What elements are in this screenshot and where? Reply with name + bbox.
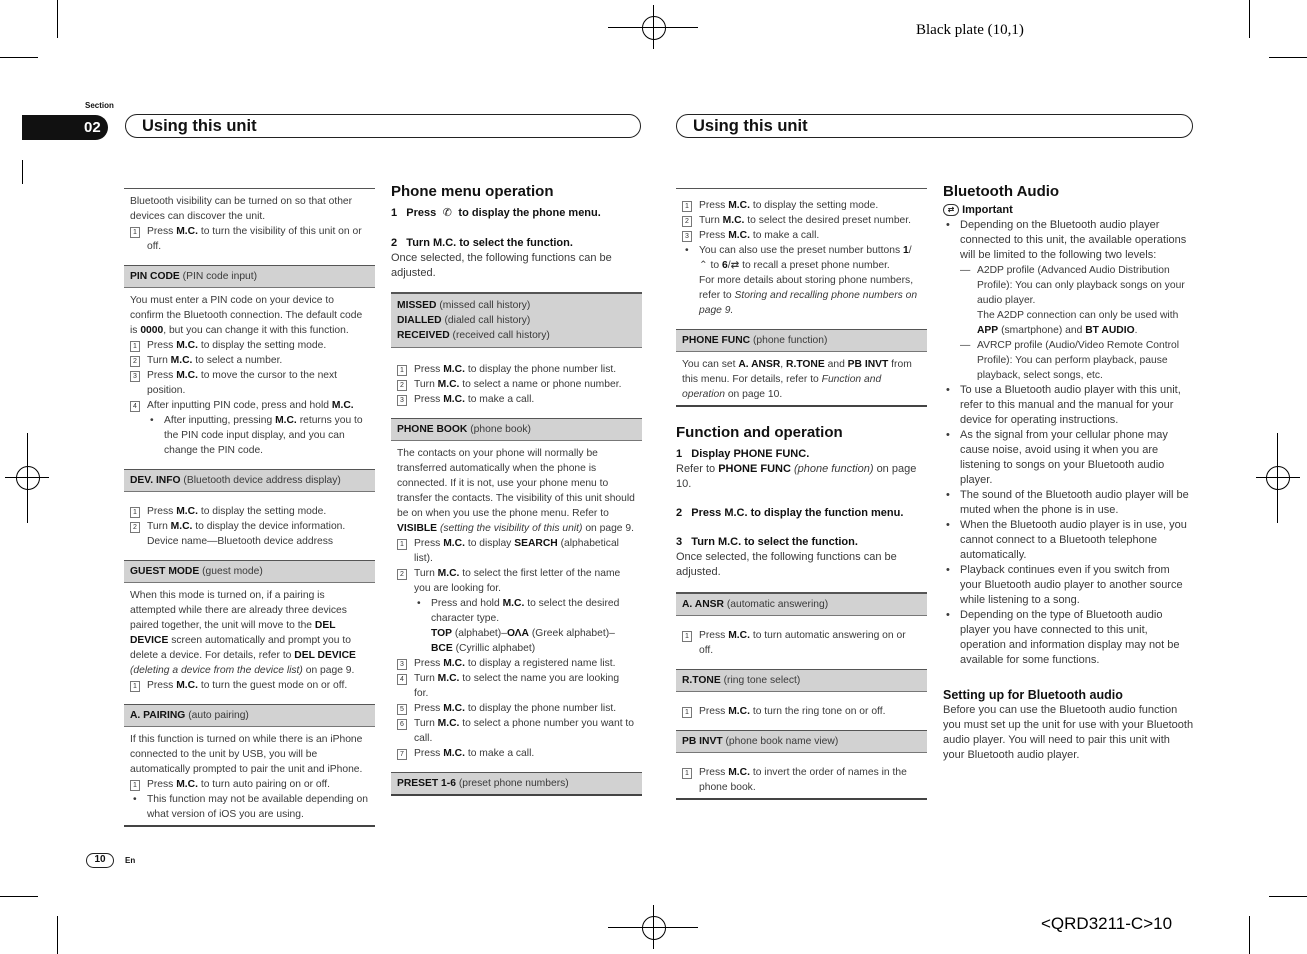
list-item: 2 Turn M.C. to select the first letter of the name you are looking for.: [397, 566, 636, 596]
list-item: 1 Press M.C. to display SEARCH (alphabetical list).: [397, 536, 636, 566]
list-item: • After inputting, pressing M.C. returns you to the PIN code input display, and you can change the PIN code.: [130, 413, 369, 458]
crop-mark: [1249, 0, 1250, 38]
list-item: 4 After inputting PIN code, press and hold M.C.: [130, 398, 369, 413]
list-item: 1 Press M.C. to turn automatic answering on or off.: [682, 628, 921, 658]
column-2: [391, 184, 642, 796]
paragraph: You must enter a PIN code on your device to confirm the Bluetooth connection. The default code is 0000, but you can change it with this function.: [130, 295, 363, 336]
preset-cell: [676, 189, 927, 321]
plate-label: Black plate (10,1): [916, 22, 1024, 38]
list-item: 2 Turn M.C. to display the device information. Device name—Bluetooth device address: [130, 519, 369, 549]
margin-line: [22, 160, 23, 184]
list-item: 1 Press M.C. to turn the visibility of this unit on or off.: [130, 224, 369, 254]
section-badge: [22, 115, 108, 140]
setting-header: GUEST MODE (guest mode): [124, 560, 375, 583]
list-item: 3 Press M.C. to display a registered name list.: [397, 656, 636, 671]
important-label: ⇄ Important: [943, 203, 1194, 218]
setting-header: DEV. INFO (Bluetooth device address display): [124, 469, 375, 492]
list-item: 4 Turn M.C. to select the name you are looking for.: [397, 671, 636, 701]
list-item: 7 Press M.C. to make a call.: [397, 746, 636, 761]
paragraph: When this mode is turned on, if a pairing is attempted while there are already three devices paired together, the unit will move to the DEL DEVICE screen automatically and prompt you to delete a device. For details, refer to DEL DEVICE (deleting a device from the device list) on page 9.: [130, 590, 356, 676]
setting-header: PIN CODE (PIN code input): [124, 265, 375, 288]
section-number: 02: [84, 119, 101, 136]
list-item: • Depending on the type of Bluetooth audio player you have connected to this unit, operation and information display may not be available for some functions.: [943, 608, 1194, 668]
paragraph: The A2DP connection can only be used with APP (smartphone) and BT AUDIO.: [977, 310, 1179, 336]
step-heading: 1 Display PHONE FUNC.: [676, 448, 810, 460]
section-heading: Function and operation: [676, 424, 843, 441]
column-4: [943, 184, 1194, 763]
list-item: 1 Press M.C. to display the setting mode.: [682, 198, 921, 213]
settings-table: [676, 592, 927, 800]
phone-book-cell: [391, 441, 642, 764]
setting-header: A. PAIRING (auto pairing): [124, 704, 375, 727]
crop-mark: [0, 896, 38, 897]
paragraph: The contacts on your phone will normally be transferred automatically when the phone is connected. If it is not, use your phone menu to transfer the contacts. The visibility of this unit should be on when you use the phone menu. Refer to VISIBLE (setting the visibility of this unit) on page 9.: [397, 448, 635, 534]
list-item: • Press and hold M.C. to select the desired character type. TOP (alphabet)–ΟΛΑ (Greek alphabet)–BCE (Cyrillic alphabet): [397, 596, 636, 656]
page-number-badge: 10: [86, 853, 114, 868]
settings-table: [676, 188, 927, 407]
step-heading: 2 Turn M.C. to select the function.: [391, 237, 573, 249]
list-item: • Depending on the Bluetooth audio player connected to this unit, the available operations will be limited to the following two levels:: [943, 218, 1194, 263]
phone-icon: ✆: [442, 207, 452, 219]
section-heading: Bluetooth Audio: [943, 183, 1060, 200]
list-item: 1 Press M.C. to display the setting mode.: [130, 504, 369, 519]
list-item: 3 Press M.C. to move the cursor to the next position.: [130, 368, 369, 398]
page-title: Using this unit: [693, 117, 808, 135]
setting-header: PHONE BOOK (phone book): [391, 418, 642, 441]
up-arrow-icon: ⌃: [699, 260, 708, 271]
setting-header: PRESET 1-6 (preset phone numbers): [391, 772, 642, 794]
settings-table: [391, 292, 642, 796]
list-item: • The sound of the Bluetooth audio player will be muted when the phone is in use.: [943, 488, 1194, 518]
language-label: En: [125, 856, 136, 865]
crop-mark: [57, 0, 58, 38]
list-item: 2 Turn M.C. to select a name or phone number.: [397, 377, 636, 392]
crop-mark: [57, 916, 58, 954]
subsection-heading: Setting up for Bluetooth audio: [943, 688, 1123, 702]
column-3: [676, 188, 927, 800]
step-heading: 3 Turn M.C. to select the function.: [676, 536, 858, 548]
setting-header: A. ANSR (automatic answering): [676, 593, 927, 616]
dev-info-cell: [124, 492, 375, 552]
guest-mode-cell: [124, 583, 375, 696]
list-item: 1 Press M.C. to invert the order of names in the phone book.: [682, 765, 921, 795]
list-item: • Playback continues even if you switch from your Bluetooth audio player to another source while listening to a song.: [943, 563, 1194, 608]
crop-mark: [1249, 916, 1250, 954]
paragraph: Refer to PHONE FUNC (phone function) on page 10.: [676, 463, 917, 490]
list-item: 2 Turn M.C. to select a number.: [130, 353, 369, 368]
phone-func-cell: [676, 352, 927, 405]
paragraph: Once selected, the following functions can be adjusted.: [391, 252, 612, 279]
setting-header: MISSED (missed call history) DIALLED (dialed call history) RECEIVED (received call history): [391, 293, 642, 348]
repeat-icon: ⇄: [730, 260, 740, 271]
crop-mark: [1269, 896, 1307, 897]
list-item: • You can also use the preset number buttons 1/ ⌃ to 6/⇄ to recall a preset phone number. For more details about storing phone numbers, refer to Storing and recalling phone numbers on page 9.: [682, 243, 921, 318]
list-item: • As the signal from your cellular phone may cause noise, avoid using it when you are listening to songs on your Bluetooth audio player.: [943, 428, 1194, 488]
list-item: 2 Turn M.C. to select the desired preset number.: [682, 213, 921, 228]
paragraph: Bluetooth visibility can be turned on so that other devices can discover the unit.: [130, 196, 353, 222]
footer-code: <QRD3211-C>10: [1041, 914, 1173, 933]
paragraph: Before you can use the Bluetooth audio function you must set up the unit for use with your Bluetooth audio player. You will need to pair this unit with your Bluetooth audio player.: [943, 704, 1194, 761]
setting-header: R.TONE (ring tone select): [676, 669, 927, 692]
pin-code-cell: [124, 288, 375, 461]
setting-header: PB INVT (phone book name view): [676, 730, 927, 753]
section-label: Section: [85, 101, 114, 110]
ansr-cell: [676, 616, 927, 661]
list-item: • To use a Bluetooth audio player with this unit, refer to this manual and the manual for your device for operating instructions.: [943, 383, 1194, 428]
list-item: 3 Press M.C. to make a call.: [682, 228, 921, 243]
setting-header: PHONE FUNC (phone function): [676, 329, 927, 352]
history-cell: [391, 348, 642, 410]
list-item: 1 Press M.C. to turn the guest mode on or off.: [130, 678, 369, 693]
list-item: 1 Press M.C. to turn auto pairing on or off.: [130, 777, 369, 792]
paragraph: You can set A. ANSR, R.TONE and PB INVT from this menu. For details, refer to Function and operation on page 10.: [682, 359, 912, 400]
crop-mark: [0, 57, 38, 58]
step-heading: 1 Press ✆ to display the phone menu.: [391, 207, 601, 219]
list-item: • When the Bluetooth audio player is in use, you cannot connect to a Bluetooth telephone automatically.: [943, 518, 1194, 563]
paragraph: If this function is turned on while there is an iPhone connected to the unit by USB, you will be automatically prompted to pair the unit and iPhone.: [130, 734, 363, 775]
list-item: 5 Press M.C. to display the phone number list.: [397, 701, 636, 716]
auto-pairing-cell: [124, 727, 375, 825]
list-item: — AVRCP profile (Audio/Video Remote Control Profile): You can perform playback, pause playback, select songs, etc.: [943, 338, 1194, 383]
header-bar-left: [125, 114, 641, 138]
header-bar-right: [676, 114, 1193, 138]
important-icon: ⇄: [943, 204, 959, 216]
list-item: 1 Press M.C. to display the setting mode.: [130, 338, 369, 353]
settings-table: [124, 188, 375, 827]
list-item: — A2DP profile (Advanced Audio Distribution Profile): You can only playback songs on your audio player.: [943, 263, 1194, 308]
pbinvt-cell: [676, 753, 927, 798]
column-1: [124, 188, 375, 827]
list-item: 1 Press M.C. to display the phone number list.: [397, 362, 636, 377]
paragraph: Once selected, the following functions can be adjusted.: [676, 551, 897, 578]
section-heading: Phone menu operation: [391, 183, 554, 200]
list-item: 3 Press M.C. to make a call.: [397, 392, 636, 407]
rtone-cell: [676, 692, 927, 722]
list-item: • This function may not be available depending on what version of iOS you are using.: [130, 792, 369, 822]
list-item: 6 Turn M.C. to select a phone number you want to call.: [397, 716, 636, 746]
page-title: Using this unit: [142, 117, 257, 135]
visibility-cell: [124, 189, 375, 257]
list-item: 1 Press M.C. to turn the ring tone on or off.: [682, 704, 921, 719]
crop-mark: [1269, 57, 1307, 58]
step-heading: 2 Press M.C. to display the function menu.: [676, 507, 904, 519]
